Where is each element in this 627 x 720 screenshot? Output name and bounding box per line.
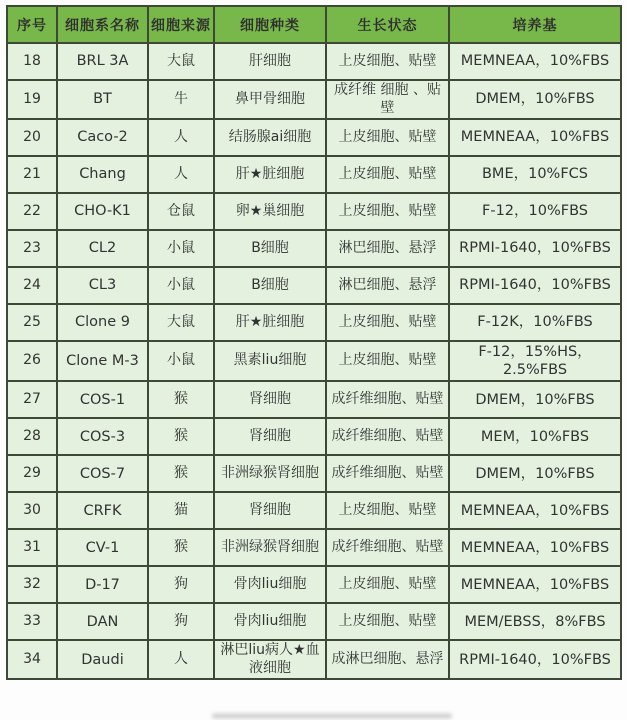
cell-source: 猴 bbox=[148, 455, 214, 492]
cell-status: 淋巴细胞、悬浮 bbox=[326, 230, 449, 267]
cell-status: 成纤维细胞、贴壁 bbox=[326, 529, 449, 566]
table-row bbox=[7, 566, 621, 603]
cell-medium: RPMI-1640，10%FBS bbox=[449, 267, 621, 304]
cell-source: 狗 bbox=[148, 603, 214, 640]
column-header-type: 细胞种类 bbox=[214, 6, 326, 43]
cell-medium: BME，10%FCS bbox=[449, 156, 621, 193]
cell-name: Daudi bbox=[57, 640, 148, 679]
table-row bbox=[7, 119, 621, 156]
cell-source: 人 bbox=[148, 640, 214, 679]
cell-name: Chang bbox=[57, 156, 148, 193]
cell-no: 21 bbox=[7, 156, 57, 193]
cell-source: 小鼠 bbox=[148, 230, 214, 267]
table-row bbox=[7, 193, 621, 230]
cell-status: 成纤维 细胞 、贴壁 bbox=[326, 80, 449, 119]
cell-medium: MEMNEAA，10%FBS bbox=[449, 566, 621, 603]
cell-medium: DMEM，10%FBS bbox=[449, 381, 621, 418]
cell-medium: MEMNEAA，10%FBS bbox=[449, 529, 621, 566]
cell-source: 牛 bbox=[148, 80, 214, 119]
cell-type: 鼻甲骨细胞 bbox=[214, 80, 326, 119]
cell-no: 23 bbox=[7, 230, 57, 267]
cell-type: 非洲绿猴肾细胞 bbox=[214, 529, 326, 566]
cell-status: 成纤维细胞、贴壁 bbox=[326, 455, 449, 492]
table-row bbox=[7, 43, 621, 80]
cell-no: 22 bbox=[7, 193, 57, 230]
table-bottom-shadow bbox=[212, 714, 452, 718]
cell-no: 20 bbox=[7, 119, 57, 156]
cell-no: 34 bbox=[7, 640, 57, 679]
cell-medium: F-12，10%FBS bbox=[449, 193, 621, 230]
cell-medium: F-12K，10%FBS bbox=[449, 304, 621, 341]
column-header-no: 序号 bbox=[7, 6, 57, 43]
column-header-medium: 培养基 bbox=[449, 6, 621, 43]
cell-name: DAN bbox=[57, 603, 148, 640]
cell-name: Clone 9 bbox=[57, 304, 148, 341]
cell-name: COS-3 bbox=[57, 418, 148, 455]
cell-name: CV-1 bbox=[57, 529, 148, 566]
cell-status: 上皮细胞、贴壁 bbox=[326, 566, 449, 603]
cell-no: 18 bbox=[7, 43, 57, 80]
cell-name: CRFK bbox=[57, 492, 148, 529]
cell-medium: DMEM，10%FBS bbox=[449, 80, 621, 119]
cell-source: 猴 bbox=[148, 381, 214, 418]
cell-type: 非洲绿猴肾细胞 bbox=[214, 455, 326, 492]
cell-source: 猫 bbox=[148, 492, 214, 529]
table-row bbox=[7, 492, 621, 529]
cell-type: 骨肉liu细胞 bbox=[214, 566, 326, 603]
cell-status: 上皮细胞、贴壁 bbox=[326, 156, 449, 193]
cell-medium: MEMNEAA，10%FBS bbox=[449, 119, 621, 156]
table-row bbox=[7, 603, 621, 640]
cell-type: 肝细胞 bbox=[214, 43, 326, 80]
cell-name: CL3 bbox=[57, 267, 148, 304]
table-row bbox=[7, 230, 621, 267]
cell-no: 25 bbox=[7, 304, 57, 341]
cell-type: 卵★巢细胞 bbox=[214, 193, 326, 230]
cell-no: 26 bbox=[7, 341, 57, 381]
table-row bbox=[7, 640, 621, 679]
cell-type: 肾细胞 bbox=[214, 381, 326, 418]
cell-medium: RPMI-1640，10%FBS bbox=[449, 640, 621, 679]
column-header-source: 细胞来源 bbox=[148, 6, 214, 43]
table-row bbox=[7, 455, 621, 492]
cell-medium: DMEM，10%FBS bbox=[449, 455, 621, 492]
cell-status: 成纤维细胞、贴壁 bbox=[326, 381, 449, 418]
cell-name: BT bbox=[57, 80, 148, 119]
cell-type: 肝★脏细胞 bbox=[214, 156, 326, 193]
cell-name: COS-1 bbox=[57, 381, 148, 418]
cell-status: 上皮细胞、贴壁 bbox=[326, 492, 449, 529]
cell-type: 肝★脏细胞 bbox=[214, 304, 326, 341]
cell-type: B细胞 bbox=[214, 230, 326, 267]
cell-name: Caco-2 bbox=[57, 119, 148, 156]
column-header-status: 生长状态 bbox=[326, 6, 449, 43]
cell-no: 31 bbox=[7, 529, 57, 566]
cell-type: 黑素liu细胞 bbox=[214, 341, 326, 381]
table-body bbox=[7, 43, 621, 679]
cell-source: 人 bbox=[148, 119, 214, 156]
cell-source: 猴 bbox=[148, 418, 214, 455]
table-row bbox=[7, 341, 621, 381]
cell-name: D-17 bbox=[57, 566, 148, 603]
cell-status: 上皮细胞、贴壁 bbox=[326, 341, 449, 381]
cell-no: 30 bbox=[7, 492, 57, 529]
table-row bbox=[7, 80, 621, 119]
table-row bbox=[7, 156, 621, 193]
table-row bbox=[7, 529, 621, 566]
cell-no: 29 bbox=[7, 455, 57, 492]
cell-type: B细胞 bbox=[214, 267, 326, 304]
cell-type: 骨肉liu细胞 bbox=[214, 603, 326, 640]
cell-no: 33 bbox=[7, 603, 57, 640]
cell-source: 小鼠 bbox=[148, 341, 214, 381]
cell-type: 淋巴liu病人★血液细胞 bbox=[214, 640, 326, 679]
cell-source: 人 bbox=[148, 156, 214, 193]
cell-type: 肾细胞 bbox=[214, 492, 326, 529]
cell-source: 大鼠 bbox=[148, 43, 214, 80]
cell-medium: F-12，15%HS，2.5%FBS bbox=[449, 341, 621, 381]
cell-source: 猴 bbox=[148, 529, 214, 566]
cell-name: CHO-K1 bbox=[57, 193, 148, 230]
cell-no: 28 bbox=[7, 418, 57, 455]
table-row bbox=[7, 304, 621, 341]
cell-no: 24 bbox=[7, 267, 57, 304]
cell-status: 上皮细胞、贴壁 bbox=[326, 304, 449, 341]
cell-medium: MEMNEAA，10%FBS bbox=[449, 492, 621, 529]
cell-status: 上皮细胞、贴壁 bbox=[326, 603, 449, 640]
table-head bbox=[7, 6, 621, 43]
header-row bbox=[7, 6, 621, 43]
cell-no: 27 bbox=[7, 381, 57, 418]
cell-status: 成纤维细胞、贴壁 bbox=[326, 418, 449, 455]
cell-status: 上皮细胞、贴壁 bbox=[326, 119, 449, 156]
cell-source: 小鼠 bbox=[148, 267, 214, 304]
cell-status: 上皮细胞、贴壁 bbox=[326, 193, 449, 230]
cell-name: CL2 bbox=[57, 230, 148, 267]
cell-medium: MEMNEAA，10%FBS bbox=[449, 43, 621, 80]
table-row bbox=[7, 267, 621, 304]
column-header-name: 细胞系名称 bbox=[57, 6, 148, 43]
cell-line-table bbox=[6, 5, 622, 680]
cell-medium: RPMI-1640，10%FBS bbox=[449, 230, 621, 267]
table-row bbox=[7, 418, 621, 455]
cell-name: COS-7 bbox=[57, 455, 148, 492]
table-row bbox=[7, 381, 621, 418]
cell-name: BRL 3A bbox=[57, 43, 148, 80]
cell-no: 32 bbox=[7, 566, 57, 603]
cell-name: Clone M-3 bbox=[57, 341, 148, 381]
cell-status: 成淋巴细胞、悬浮 bbox=[326, 640, 449, 679]
cell-source: 狗 bbox=[148, 566, 214, 603]
cell-source: 大鼠 bbox=[148, 304, 214, 341]
cell-type: 结肠腺ai细胞 bbox=[214, 119, 326, 156]
cell-type: 肾细胞 bbox=[214, 418, 326, 455]
cell-medium: MEM，10%FBS bbox=[449, 418, 621, 455]
cell-status: 淋巴细胞、悬浮 bbox=[326, 267, 449, 304]
cell-status: 上皮细胞、贴壁 bbox=[326, 43, 449, 80]
cell-no: 19 bbox=[7, 80, 57, 119]
cell-medium: MEM/EBSS，8%FBS bbox=[449, 603, 621, 640]
cell-source: 仓鼠 bbox=[148, 193, 214, 230]
